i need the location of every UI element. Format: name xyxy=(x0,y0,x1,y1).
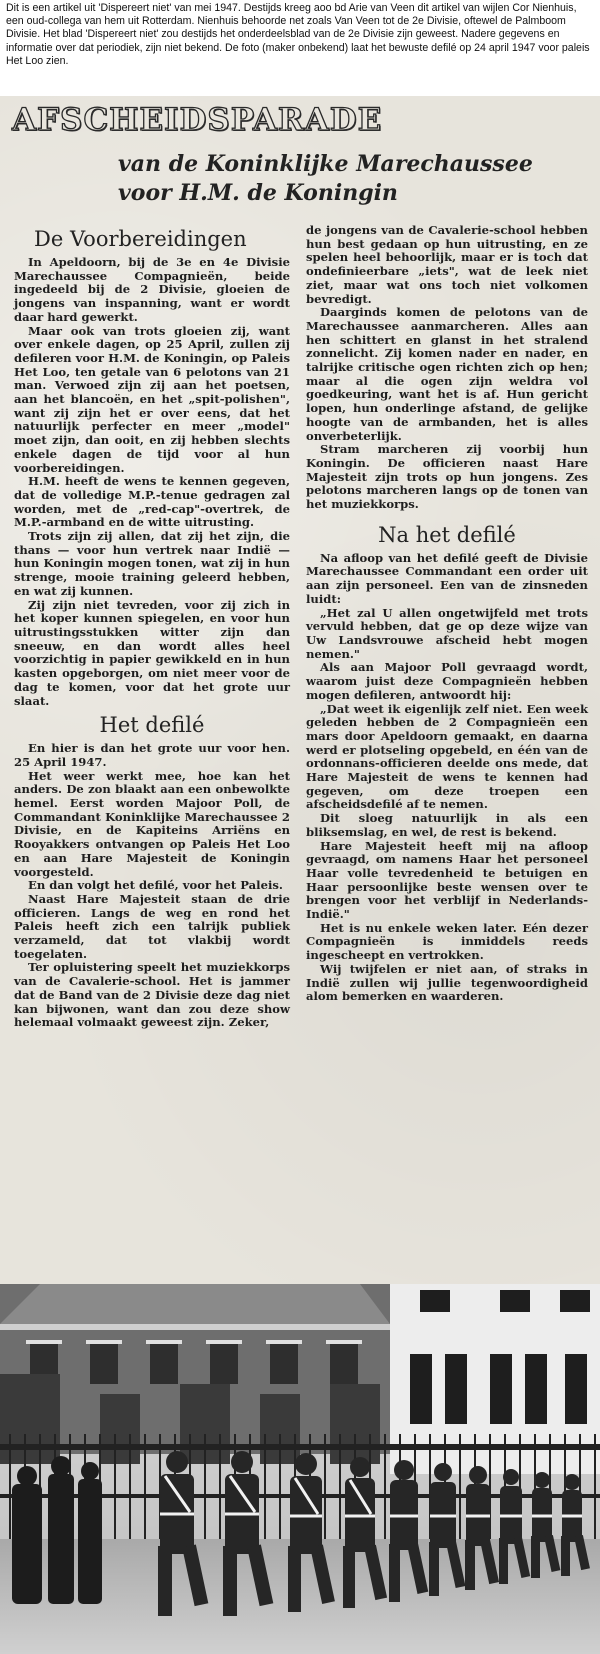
parade-photo-drawing xyxy=(0,1284,600,1654)
paragraph: Zij zijn niet tevreden, voor zij zich in het koper kunnen spiegelen, en voor hun uitrustingsstukken witter zijn dan sneeuw, en dan wordt alles heel voorzichtig in papier gewikkeld en in hun kasten opgeborgen, om niet meer voor de dag te komen, voor dat het grote uur slaat. xyxy=(14,597,290,708)
article-subheadline xyxy=(118,150,548,208)
column-right xyxy=(306,224,588,1004)
paragraph: Het is nu enkele weken later. Eén dezer Compagnieën is inmiddels reeds ingescheept en vertrokken. xyxy=(306,920,588,963)
parade-photo xyxy=(0,1284,600,1654)
paragraph: Hare Majesteit heeft mij na afloop gevraagd, om namens Haar het personeel Haar volle tevredenheid te betuigen en Haar persoonlijke beste wensen over te brengen voor het verblijf in Nederlands-Indië." xyxy=(306,838,588,922)
subhead-line-1: van de Koninklijke Marechaussee xyxy=(118,151,533,177)
article-headline: AFSCHEIDSPARADE xyxy=(12,102,383,138)
paragraph: En dan volgt het defilé, voor het Paleis. xyxy=(28,878,283,893)
newspaper-clipping xyxy=(0,96,600,1284)
paragraph: „Het zal U allen ongetwijfeld met trots vervuld hebben, dat ge op deze wijze van Uw Landsvrouwe afscheid hebt mogen nemen." xyxy=(306,605,588,661)
paragraph: H.M. heeft de wens te kennen gegeven, dat de volledige M.P.-tenue gedragen zal worden, met de „red-cap"-overtrek, de M.P.-armband en de witte uitrusting. xyxy=(14,474,290,530)
paragraph: Daarginds komen de pelotons van de Marechaussee aanmarcheren. Alles aan hen schittert en glanst in het stralend zonnelicht. Zij komen nader en nader, en talrijke critische ogen richten zich op hen; maar al die ogen zijn weldra vol goedkeuring, want het is af. Hun gericht lopen, hun onderlinge afstand, de gelijke hoogte van de armbanden, het is alles onverbeterlijk. xyxy=(306,305,588,443)
paragraph: Ter opluistering speelt het muziekkorps van de Cavalerie-school. Het is jammer dat de Band van de 2 Divisie deze dag niet kan bijwonen, want dan zou deze show helemaal volmaakt geweest zijn. Zeker, xyxy=(14,960,290,1030)
paragraph: Als aan Majoor Poll gevraagd wordt, waarom juist deze Compagnieën hebben mogen defileren, antwoordt hij: xyxy=(306,660,588,702)
paragraph: En hier is dan het grote uur voor hen. 25 April 1947. xyxy=(14,741,290,769)
paragraph: Stram marcheren zij voorbij hun Koningin. De officieren naast Hare Majesteit zijn trots op hun jongens. Zes pelotons marcheren langs op de tonen van het muziekkorps. xyxy=(306,442,588,512)
paragraph: Naast Hare Majesteit staan de drie officieren. Langs de weg en rond het Paleis heeft zich een talrijk publiek verzameld, dat tot vlakbij wordt toegelaten. xyxy=(14,891,290,961)
column-left xyxy=(14,226,290,1030)
paragraph: Trots zijn zij allen, dat zij het zijn, die thans — voor hun vertrek naar Indië — hun Koningin mogen tonen, wat zij in hun strenge, mooie training geleerd hebben, en wat zij kunnen. xyxy=(14,529,290,598)
paragraph: Dit sloeg natuurlijk in als een bliksemslag, en wel, de rest is bekend. xyxy=(306,811,588,839)
section-title-voorbereidingen: De Voorbereidingen xyxy=(34,227,247,251)
paragraph: „Dat weet ik eigenlijk zelf niet. Een week geleden hebben de 2 Compagnieën een mars door Apeldoorn gemaakt, en daarna werd er plotseling opgebeld, en één van de ordonnans-officieren deelde ons mede, dat Hare Majesteit de wens te kennen had gegeven, om deze troepen een afscheidsdefilé af te nemen. xyxy=(306,701,588,812)
intro-caption: Dit is een artikel uit 'Dispereert niet' van mei 1947. Destijds kreeg aoo bd Arie van Veen dit artikel van wijlen Cor Nienhuis, een oud-collega van hem uit Rotterdam. Nienhuis behoorde net zoals Van Veen tot de 2e Divisie, oftewel de Palmboom Divisie. Het blad 'Dispereert niet' zou destijds het onderdeelsblad van de 2e Divisie zijn geweest. Nadere gegevens en informatie over dat periodiek, zijn niet bekend. De foto (maker onbekend) laat het bewuste defilé op 24 april 1947 voor paleis Het Loo zien. xyxy=(6,2,590,67)
paragraph: Het weer werkt mee, hoe kan het anders. De zon blaakt aan een onbewolkte hemel. Eerst worden Majoor Poll, de Commandant Koninklijke Marechaussee 2 Divisie, en de Kapiteins Arriëns en Rooyakkers ontvangen op Paleis Het Loo en aan Hare Majesteit de Koningin voorgesteld. xyxy=(14,768,290,879)
subhead-line-2: voor H.M. de Koningin xyxy=(118,180,398,206)
section-title-defile: Het defilé xyxy=(99,713,205,738)
paragraph: Na afloop van het defilé geeft de Divisie Marechaussee Commandant een order uit aan zijn personeel. Een van de zinsneden luidt: xyxy=(306,550,588,606)
paragraph: In Apeldoorn, bij de 3e en 4e Divisie Marechaussee Compagnieën, beide ingedeeld bij de 2 Divisie, gloeien de jongens van inspanning, want er wordt daar hard gewerkt. xyxy=(14,255,290,324)
section-title-na-defile: Na het defilé xyxy=(378,522,516,547)
paragraph: Maar ook van trots gloeien zij, want over enkele dagen, op 25 April, zullen zij defileren voor H.M. de Koningin, op Paleis Het Loo, ten getale van 6 pelotons van 21 man. Verwoed zijn zij aan het poetsen, aan het blancoën, en het „spit-polishen", want zij zijn het er over eens, dat het natuurlijk perfecter en meer „model" moet zijn, dan ooit, en zij hebben slechts enkele dagen de tijd voor al hun voorbereidingen. xyxy=(14,323,290,475)
paragraph: Wij twijfelen er niet aan, of straks in Indië zullen wij jullie tegenwoordigheid alom bemerken en waarderen. xyxy=(306,961,588,1004)
paragraph: de jongens van de Cavalerie-school hebben hun best gedaan op hun uitrusting, en ze spelen heel behoorlijk, maar er is toch dat ondefinieerbare „iets", wat de leek niet ziet, maar wat ons toch niet volkomen bevredigt. xyxy=(306,223,588,306)
